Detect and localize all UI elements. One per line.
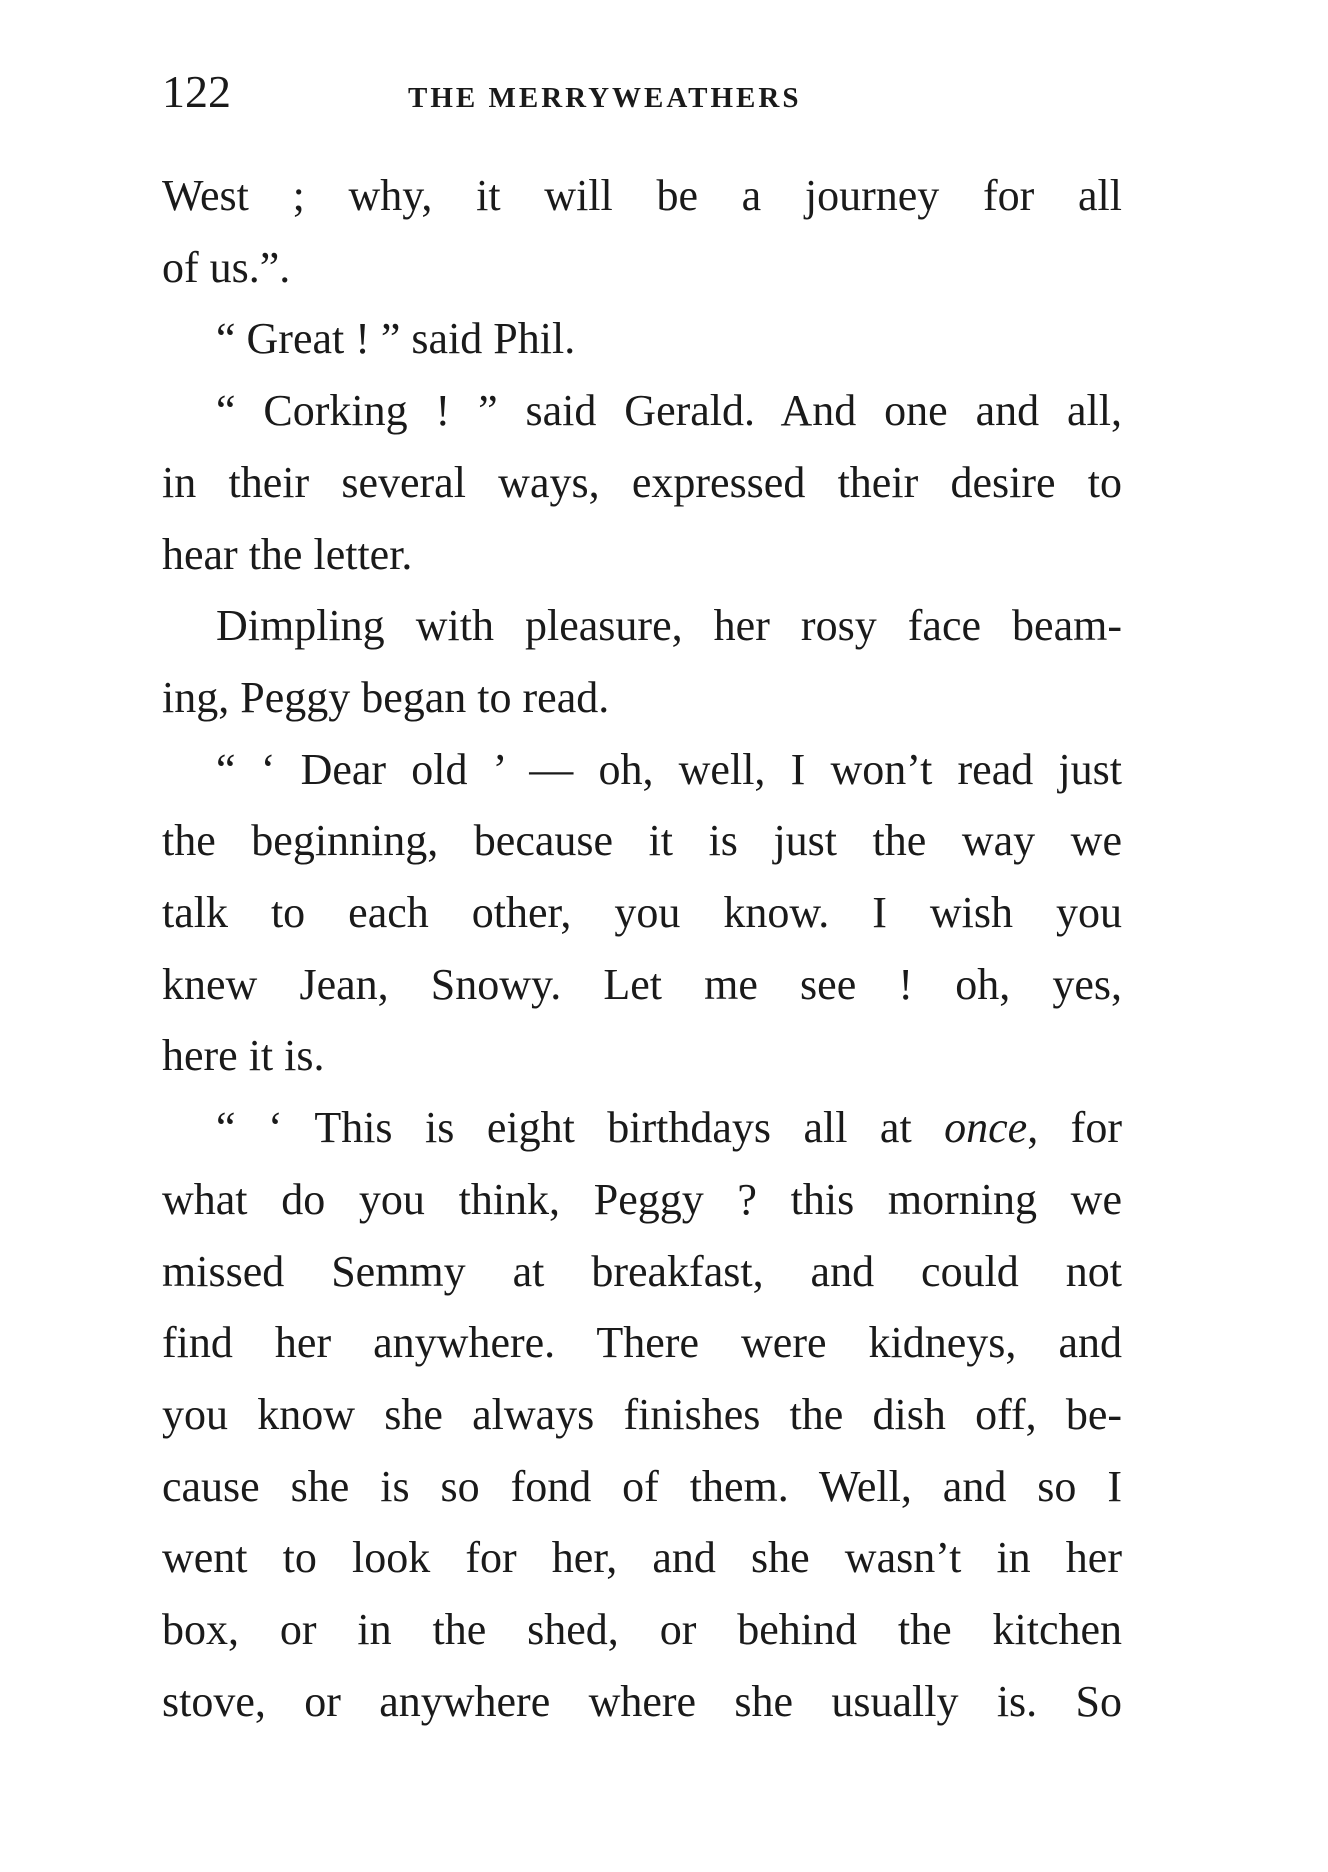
paragraph-3 <box>162 375 1122 590</box>
page-header <box>162 62 1122 122</box>
text-line: the beginning, because it is just the way we <box>162 816 1122 866</box>
text-line: “ Great ! ” said Phil. <box>216 314 576 364</box>
text-line: missed Semmy at breakfast, and could not <box>162 1246 1122 1296</box>
paragraph-6 <box>162 1092 1122 1737</box>
body-text <box>162 160 1122 1737</box>
paragraph-2 <box>162 303 1122 375</box>
paragraph-5 <box>162 734 1122 1093</box>
text-line: knew Jean, Snowy. Let me see ! oh, yes, <box>162 959 1122 1009</box>
text-line: in their several ways, expressed their desire to <box>162 457 1122 507</box>
text-line: box, or in the shed, or behind the kitchen <box>162 1605 1122 1655</box>
text-line: what do you think, Peggy ? this morning we <box>162 1174 1122 1224</box>
text-line: “ ‘ This is eight birthdays all at once, for <box>216 1103 1122 1153</box>
text-line: West ; why, it will be a journey for all <box>162 171 1122 220</box>
text-line: of us.”. <box>162 242 291 292</box>
text-line: Dimpling with pleasure, her rosy face beam- <box>216 601 1122 651</box>
text-line: stove, or anywhere where she usually is. So <box>162 1676 1122 1726</box>
paragraph-4 <box>162 590 1122 733</box>
text-line: talk to each other, you know. I wish you <box>162 888 1122 938</box>
text-line: went to look for her, and she wasn’t in her <box>162 1533 1122 1583</box>
text-line: find her anywhere. There were kidneys, and <box>162 1318 1122 1368</box>
text-line: cause she is so fond of them. Well, and so I <box>162 1461 1122 1511</box>
text-line: “ Corking ! ” said Gerald. And one and all, <box>216 386 1122 436</box>
text-line: hear the letter. <box>162 529 413 579</box>
paragraph-1 <box>162 160 1122 303</box>
text-line: ing, Peggy began to read. <box>162 672 610 722</box>
text-line: here it is. <box>162 1031 325 1081</box>
text-line: “ ‘ Dear old ’ — oh, well, I won’t read just <box>216 744 1122 794</box>
text-line: you know she always finishes the dish off, be- <box>162 1389 1122 1439</box>
running-title: THE MERRYWEATHERS <box>408 82 802 114</box>
page-number: 122 <box>162 66 231 117</box>
